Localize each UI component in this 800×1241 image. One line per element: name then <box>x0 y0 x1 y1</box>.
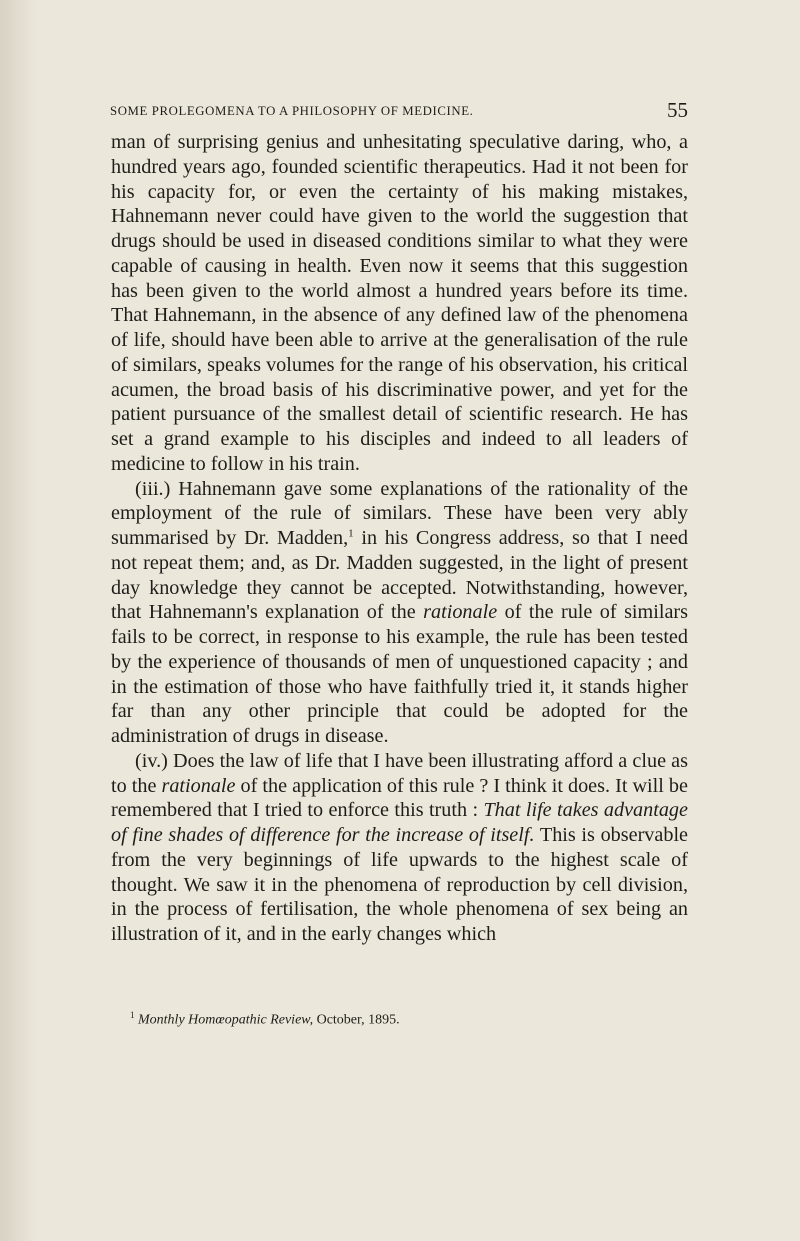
body-text <box>111 130 688 947</box>
paragraph-2-text-b: in his Congress address, so that I need not repeat them; and, as Dr. Madden suggested, in the light of present day knowledge they cannot be accepted. Notwithstanding, however, that Hahnemann's explanation of the <box>111 527 688 624</box>
paragraph-3-text-a: (iv.) Does the law of life that I have been illustrating afford a clue as to the <box>111 749 688 797</box>
footnote-marker: 1 <box>130 1010 135 1020</box>
paragraph-2-italic-rationale: rationale <box>423 601 498 624</box>
paragraph-3-text-b: of the application of this rule ? I think it does. It will be remembered that I tried to enforce this truth : <box>111 774 688 822</box>
footnote <box>130 1006 690 1030</box>
running-title: SOME PROLEGOMENA TO A PHILOSOPHY OF MEDICINE. <box>110 104 474 118</box>
paragraph-1 <box>111 130 688 477</box>
paragraph-3-italic-rationale: rationale <box>161 774 236 797</box>
paragraph-2-text-a: (iii.) Hahnemann gave some explanations of the rationality of the employment of the rule of similars. These have been very ably summarised by Dr. Madden, <box>111 477 688 549</box>
paragraph-2 <box>111 477 688 749</box>
footnote-reference: 1 <box>348 527 354 540</box>
paragraph-1-text: man of surprising genius and unhesitating speculative daring, who, a hundred years ago, founded scientific therapeutics. Had it not been for his capacity for, or even the certainty of his making mistakes, Hahnemann never could have given to the world the suggestion that drugs should be used in diseased conditions similar to what they were capable of causing in health. Even now it seems that this suggestion has been given to the world almost a hundred years before its time. That Hahnemann, in the absence of any defined law of the phenomena of life, should have been able to arrive at the generalisation of the rule of similars, speaks volumes for the range of his observation, his critical acumen, the broad basis of his discriminative power, and yet for the patient pursuance of the smallest detail of scientific research. He has set a grand example to his disciples and indeed to all leaders of medicine to follow in his train. <box>111 131 688 475</box>
paragraph-3-italic-quote: That life takes advantage of fine shades of difference for the increase of itself. <box>111 799 688 846</box>
footnote-source: Monthly Homœopathic Review, <box>138 1012 314 1028</box>
paragraph-3 <box>111 749 688 947</box>
paragraph-3-text-c: This is observable from the very beginnings of life upwards to the highest scale of thought. We saw it in the phenomena of reproduction by cell division, in the process of fertilisation, the whole phenomena of sex being an illustration of it, and in the early changes which <box>111 824 689 945</box>
paragraph-2-text-c: of the rule of similars fails to be correct, in response to his example, the rule has been tested by the experience of thousands of men of unquestioned capacity ; and in the estimation of those who have faithfully tried it, it stands higher far than any other principle that could be adopted for the administration of drugs in disease. <box>111 601 688 747</box>
page-number: 55 <box>667 98 688 122</box>
page-edge-shadow <box>0 0 38 1241</box>
running-header <box>110 98 688 122</box>
footnote-date: October, 1895. <box>313 1012 400 1028</box>
